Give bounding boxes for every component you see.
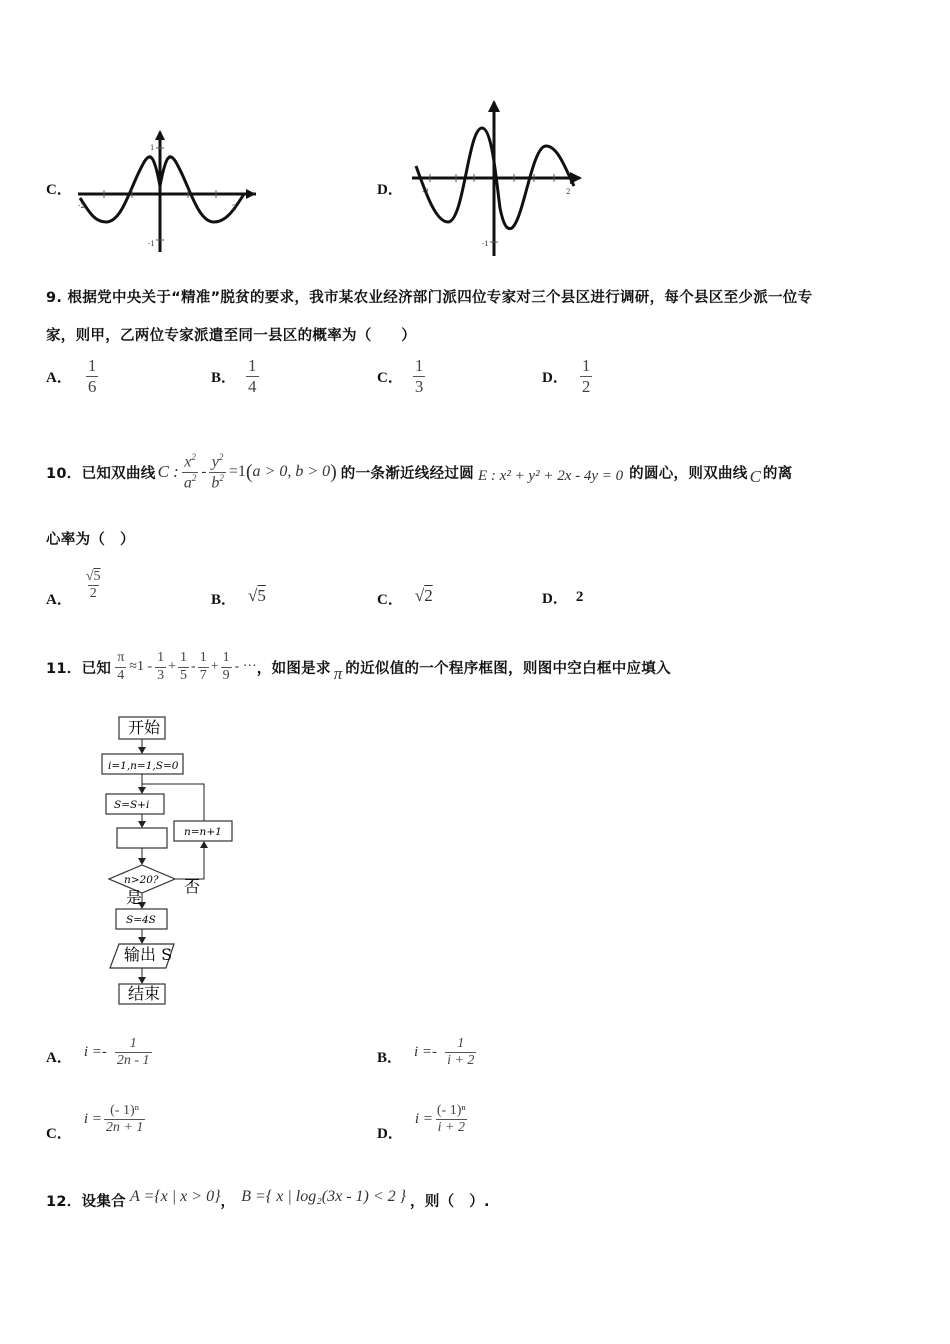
q10-tail: 的离 [762, 465, 793, 482]
q11-term-7: $\frac{1}{7}$ [199, 650, 207, 683]
q10-c-value: 2 [424, 585, 433, 605]
q10-x: x [184, 453, 192, 471]
flow-update-s-text: S=S+i [114, 799, 150, 811]
q9-b-den: 4 [248, 376, 257, 396]
q10-b: b [211, 473, 220, 491]
q11-d-num: (- 1)ⁿ [436, 1102, 466, 1118]
q9-option-d [542, 356, 592, 396]
q10-after-text: 的圆心，则双曲线 [629, 465, 748, 482]
q10-condition: a > 0, b > 0 [252, 463, 331, 480]
q9-a-den: 6 [87, 376, 97, 396]
q11-b-fraction [445, 1036, 476, 1069]
q9-a-num: 1 [87, 356, 97, 375]
q11-a-lhs: i =- [83, 1044, 107, 1061]
q8-c-tick-2: 2 [232, 204, 237, 212]
q11-option-c-label: C． [46, 1126, 72, 1142]
q8-option-d-label: D． [377, 182, 403, 198]
q9-option-d-label: D． [542, 369, 568, 386]
q10-option-c: C． √2 [377, 585, 433, 608]
q11-c-den: 2n + 1 [105, 1120, 144, 1135]
q10-option-d-label: D． [542, 591, 568, 607]
q11-option-d [377, 1096, 468, 1143]
q11-option-b-label: B． [377, 1050, 403, 1067]
q11-series-4: 4 [117, 667, 125, 683]
q11-term-9-den: 9 [222, 667, 230, 683]
q11-option-d-label: D． [377, 1126, 403, 1142]
q11-a-fraction [115, 1036, 152, 1069]
q10-y: y [211, 453, 219, 471]
q10-option-c-label: C． [377, 592, 403, 608]
q11-term-9: $\frac{1}{9}$ [222, 650, 230, 683]
flow-condition-text: n>20? [124, 874, 159, 886]
q11-term-3 [155, 650, 166, 683]
q9-option-c-label: C． [377, 369, 403, 386]
q11-b-den: i + 2 [447, 1053, 475, 1069]
q10-circle-equation: E : x² + y² + 2x - 4y = 0 [478, 467, 624, 484]
q11-option-b [377, 1036, 476, 1069]
q9-option-b [211, 356, 259, 396]
q11-ellipsis: - ··· [234, 659, 257, 674]
q11-series-pi: π [117, 650, 125, 666]
q8-c-tick-1: 1 [150, 144, 155, 152]
q10-stem-line2: 心率为（ ） [46, 532, 135, 548]
q11-option-a-label: A． [46, 1050, 72, 1067]
flow-final-text: S=4S [126, 914, 156, 926]
q10-curve-name: C : [157, 462, 179, 481]
flow-no-label: 否 [184, 877, 201, 896]
q10-y-fraction: $\frac{y^2}{b^2}$ [211, 451, 224, 491]
flow-init-text: i=1,n=1,S=0 [108, 760, 179, 772]
q11-term-3-den: 3 [157, 667, 165, 683]
q10-option-a-label: A． [46, 592, 72, 608]
q9-c-num: 1 [414, 356, 424, 375]
q11-c-fraction [104, 1103, 145, 1136]
q11-term-5-den: 5 [180, 667, 188, 683]
q11-option-a [46, 1036, 152, 1069]
q9-d-den: 2 [581, 376, 591, 396]
q11-d-fraction [435, 1103, 468, 1136]
q8-c-tick-m2: -2 [78, 202, 85, 210]
q10-option-b-label: B． [211, 592, 237, 608]
q9-b-num: 1 [248, 356, 257, 375]
q10-c-var: C [749, 467, 761, 486]
q9-stem-line1: 9. 根据党中央关于“精准”脱贫的要求，我市某农业经济部门派四位专家对三个县区进行调研，每个县区至少派一位专 [46, 290, 813, 306]
q10-option-a [46, 562, 103, 609]
q11-flowchart [100, 712, 250, 1010]
q10-d-value: 2 [575, 589, 584, 605]
q9-option-b-label: B． [211, 369, 237, 386]
q11-pi: π [333, 664, 343, 683]
q11-prefix: 11．已知 [46, 660, 112, 677]
q10-stem-line1: 10．已知双曲线 C : $\frac{x^2}{a^2}$ - $\frac{y^2}{b^2}$ =1 ( a > 0, b > 0 ) 的一条渐近线经过圆 E : x² + y² + 2x - 4y = 0 的圆心，则双曲线 C 的离 [46, 451, 793, 491]
q11-term-5: $\frac{1}{5}$ [180, 650, 188, 683]
q8-option-c-label: C． [46, 182, 72, 198]
q9-option-c [377, 356, 425, 396]
q11-b-lhs: i =- [414, 1044, 438, 1061]
flow-end-text: 结束 [128, 984, 161, 1003]
q12-tail: ，则（ ）. [410, 1193, 490, 1210]
q12-set-b: B ={ x | log₂(3x - 1) < 2 } [241, 1188, 407, 1205]
q10-b-value: 5 [257, 585, 266, 605]
q11-mid-text: ，如图是求 [256, 660, 331, 677]
q10-prefix: 10．已知双曲线 [46, 465, 156, 482]
q11-approx: ≈1 - [129, 659, 153, 674]
flow-blank-box [117, 828, 167, 848]
flow-yes-label: 是 [126, 888, 143, 907]
q11-pi-over-4 [115, 650, 126, 683]
q10-option-b: B． √5 [211, 585, 266, 608]
q8-d-tick-m1: -1 [482, 240, 489, 248]
flow-output-text: 输出 S [124, 945, 173, 964]
q9-c-den: 3 [414, 376, 424, 396]
q8-d-tick-m2: -2 [422, 188, 429, 196]
q9-option-b-fraction [246, 356, 259, 396]
q8-c-tick-m1: -1 [148, 240, 155, 248]
q9-option-a [46, 356, 98, 396]
q12-prefix: 12．设集合 [46, 1193, 126, 1210]
q11-b-num: 1 [457, 1036, 465, 1051]
q10-option-d [542, 587, 583, 608]
q11-c-lhs: i = [83, 1111, 102, 1127]
q11-one: 1 [157, 650, 165, 666]
q9-stem-line2: 家，则甲，乙两位专家派遣至同一县区的概率为（ ） [46, 328, 416, 344]
q9-option-d-fraction [580, 356, 593, 396]
q11-term-7-den: 7 [199, 667, 207, 683]
q10-a-den: 2 [89, 586, 97, 601]
flow-start-text: 开始 [128, 718, 161, 737]
flow-update-n-text: n=n+1 [184, 826, 222, 838]
q8-option-d-graph [408, 98, 584, 260]
q11-c-num: (- 1)ⁿ [110, 1102, 140, 1118]
q10-mid-text: 的一条渐近线经过圆 [340, 465, 474, 482]
q11-stem: 11．已知 $\frac{\pi}{4}$ ≈1 - $\frac{1}{3}$ + $\frac{1}{5}$ - $\frac{1}{7}$ + $\frac{1}{9}$ - ··· ，如图是求 π 的近似值的一个程序框图，则图中空白框中应填入 [46, 650, 671, 683]
q10-eq-rest: =1 [228, 463, 246, 480]
q10-x-fraction: $\frac{x^2}{a^2}$ [183, 451, 197, 491]
q11-option-c [46, 1096, 145, 1143]
q12-stem [46, 1180, 490, 1220]
q11-d-den: i + 2 [437, 1120, 466, 1135]
q9-option-c-fraction [413, 356, 426, 396]
q11-d-lhs: i = [414, 1111, 433, 1127]
q8-option-c-graph [74, 128, 260, 258]
q10-a-num: 5 [93, 568, 101, 584]
q11-a-num: 1 [129, 1036, 137, 1051]
q9-option-a-label: A． [46, 369, 72, 386]
q12-comma: ， [220, 1193, 236, 1210]
q8-d-tick-2: 2 [566, 188, 571, 196]
q10-option-a-fraction: $\frac{√5}{2}$ [85, 568, 101, 601]
q9-d-num: 1 [581, 356, 591, 375]
q10-a: a [183, 473, 192, 491]
q9-option-a-fraction [86, 356, 99, 396]
q11-a-den: 2n - 1 [116, 1053, 150, 1069]
q11-tail: 的近似值的一个程序框图，则图中空白框中应填入 [345, 660, 671, 677]
q12-set-a: A ={x | x > 0} [129, 1188, 221, 1205]
